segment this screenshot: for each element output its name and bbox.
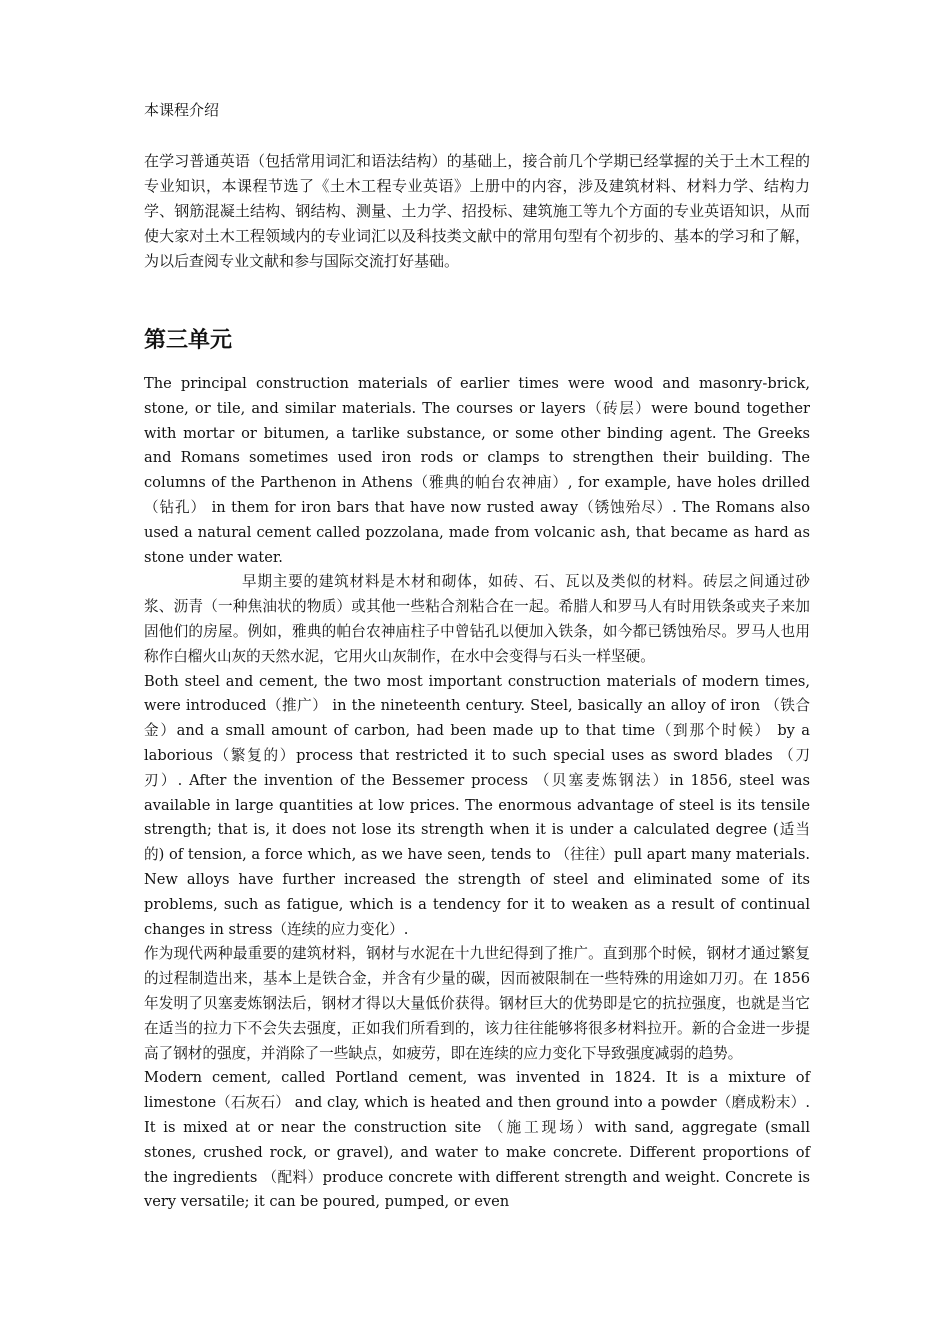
paragraph-ancient-materials-zh: 早期主要的建筑材料是木材和砌体，如砖、石、瓦以及类似的材料。砖层之间通过砂浆、沥青（一种焦油状的物质）或其他一些粘合剂粘合在一起。希腊人和罗马人有时用铁条或夹子来加固他们的房屋。例如，雅典的帕台农神庙柱子中曾钻孔以便加入铁条，如今都已锈蚀殆尽。罗马人也用称作白榴火山灰的天然水泥，它用火山灰制作，在水中会变得与石头一样坚硬。 [144, 573, 810, 665]
course-intro-paragraph: 在学习普通英语（包括常用词汇和语法结构）的基础上，接合前几个学期已经掌握的关于土木工程的专业知识，本课程节选了《土木工程专业英语》上册中的内容，涉及建筑材料、材料力学、结构力学、钢筋混凝土结构、钢结构、测量、土力学、招投标、建筑施工等九个方面的专业英语知识，从而使大家对土木工程领域内的专业词汇以及科技类文献中的常用句型有个初步的、基本的学习和了解，为以后查阅专业文献和参与国际交流打好基础。 [144, 152, 810, 270]
paragraph-steel-cement-en: Both steel and cement, the two most important construction materials of modern times, were introduced（推广） in the nineteenth century. Steel, basically an alloy of iron （铁合金）and a small amount of carbon, had been made up to that time（到那个时候） by a laborious（繁复的）process that restricted it to such special uses as sword blades （刀刃）. After the invention of the Bessemer process （贝塞麦炼钢法）in 1856, steel was available in large quantities at low prices. The enormous advantage of steel is its tensile strength; that is, it does not lose its strength when it is under a calculated degree (适当的) of tension, a force which, as we have seen, tends to （往往）pull apart many materials. New alloys have further increased the strength of steel and eliminated some of its problems, such as fatigue, which is a tendency for it to weaken as a result of continual changes in stress（连续的应力变化）. [144, 672, 810, 938]
unit-heading: 第三单元 [144, 328, 233, 353]
paragraph-steel-cement-zh: 作为现代两种最重要的建筑材料，钢材与水泥在十九世纪得到了推广。直到那个时候，钢材才通过繁复的过程制造出来，基本上是铁合金，并含有少量的碳，因而被限制在一些特殊的用途如刀刃。在 1856 年发明了贝塞麦炼钢法后，钢材才得以大量低价获得。钢材巨大的优势即是它的抗拉强度，也就是当它在适当的拉力下不会失去强度，正如我们所看到的，该力往往能够将很多材料拉开。新的合金进一步提高了钢材的强度，并消除了一些缺点，如疲劳，即在连续的应力变化下导致强度减弱的趋势。 [144, 945, 810, 1062]
course-title: 本课程介绍 [144, 101, 220, 119]
document-page [144, 98, 810, 1215]
paragraph-portland-cement-en: Modern cement, called Portland cement, was invented in 1824. It is a mixture of limestone（石灰石） and clay, which is heated and then ground into a powder（磨成粉末）. It is mixed at or near the construction site （施工现场）with sand, aggregate (small stones, crushed rock, or gravel), and water to make concrete. Different proportions of the ingredients （配料）produce concrete with different strength and weight. Concrete is very versatile; it can be poured, pumped, or even [144, 1069, 810, 1211]
paragraph-ancient-materials-en: The principal construction materials of earlier times were wood and masonry-brick, stone, or tile, and similar materials. The courses or layers（砖层）were bound together with mortar or bitumen, a tarlike substance, or some other binding agent. The Greeks and Romans sometimes used iron rods or clamps to strengthen their building. The columns of the Parthenon in Athens（雅典的帕台农神庙）, for example, have holes drilled（钻孔） in them for iron bars that have now rusted away（锈蚀殆尽）. The Romans also used a natural cement called pozzolana, made from volcanic ash, that became as hard as stone under water. [144, 375, 810, 566]
